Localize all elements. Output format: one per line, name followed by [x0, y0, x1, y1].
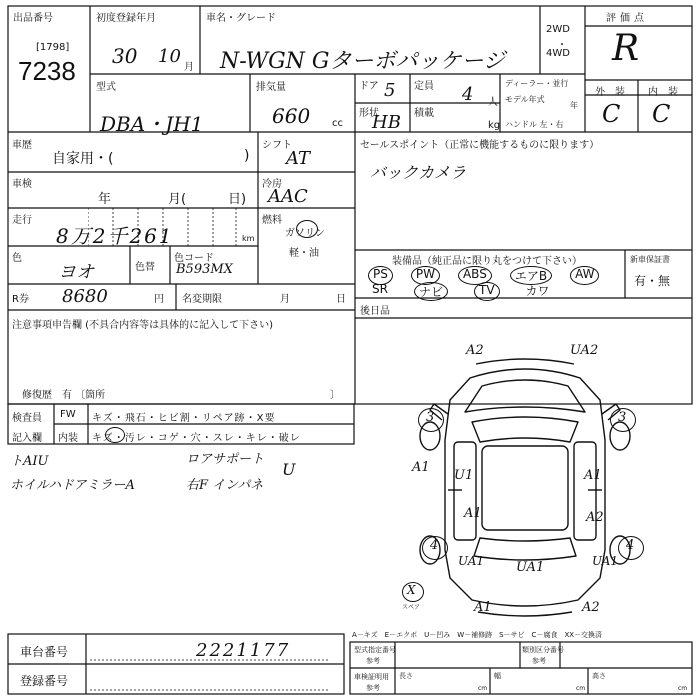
height-label: 高さ: [592, 672, 606, 680]
equip-abs: ABS: [458, 266, 492, 285]
equipment-label: 装備品（純正品に限り丸をつけて下さい）: [392, 256, 582, 267]
aircon-value: AAC: [268, 186, 308, 207]
equip-airbag: エアB: [510, 266, 552, 285]
handle-label: ハンドル 左・右: [505, 120, 564, 129]
mark-center-ua1: UA1: [516, 560, 545, 575]
mileage-label: 走行: [12, 215, 32, 226]
reg-label: 登録番号: [20, 674, 69, 688]
sales-label: セールスポイント（正常に機能するものに限ります）: [360, 140, 600, 151]
exterior-label: 外 装: [595, 87, 625, 98]
doors-value: 5: [384, 80, 396, 101]
interior-label: 内 装: [648, 87, 678, 98]
recycle-unit: 円: [154, 294, 164, 305]
inspector-label2: 記入欄: [12, 433, 42, 444]
equip-navi: ナビ: [414, 282, 448, 301]
drive-2wd: 2WD: [546, 24, 570, 35]
car-name-value: N-WGN Gターボパッケージ: [220, 49, 506, 74]
model-spec-label: 型式指定番号: [354, 646, 396, 654]
equipment-row2: [372, 282, 550, 301]
sales-handwritten: バックカメラ: [370, 163, 467, 182]
cert-label: 車検証明用: [354, 673, 389, 681]
displacement-label: 排気量: [256, 82, 286, 93]
color-value: ヨオ: [58, 262, 94, 283]
class-label: 類別区分番号: [522, 646, 564, 654]
spare-label: スペア: [402, 604, 421, 611]
history-value: 自家用・(: [52, 151, 114, 167]
car-name-label: 車名・グレード: [206, 13, 276, 24]
model-label: 型式: [96, 82, 116, 93]
fuel-gasoline: ガソリン: [285, 228, 325, 239]
shift-label: シフト: [262, 140, 292, 151]
warranty-label: 新車保証書: [630, 255, 670, 264]
mark-right-ua1: UA1: [592, 554, 619, 568]
name-change-label: 名変期限: [182, 294, 222, 305]
hand-u: U: [282, 460, 296, 479]
fw-items: キズ・飛石・ヒビ割・リペア跡・X要: [92, 413, 276, 424]
fuel-label: 燃料: [262, 215, 282, 226]
inspection-month: 月(: [168, 192, 187, 207]
lot-label: 出品番号: [13, 13, 53, 24]
load-label: 積載: [414, 108, 434, 119]
interior-value: C: [652, 100, 671, 128]
name-change-month: 月: [280, 294, 290, 305]
score-value: R: [612, 28, 640, 69]
damage-legend: A－キズ E－エクボ U－凹み W－補修跡 S－サビ C－腐食 XX－交換済: [352, 631, 603, 639]
mileage-unit: km: [242, 234, 255, 243]
lot-number: 7238: [18, 56, 76, 86]
displacement-unit: cc: [332, 118, 343, 129]
hand-right2: 右F インパネ: [186, 478, 264, 493]
equip-sr: SR: [372, 282, 388, 296]
interior-insp-label: 内装: [58, 433, 78, 444]
length-unit: cm: [478, 685, 488, 692]
drive-dot: ・: [557, 40, 567, 51]
capacity-value: 4: [462, 84, 474, 105]
inspection-label: 車検: [12, 179, 32, 190]
after-label: 後日品: [360, 306, 390, 317]
equip-tv: TV: [474, 282, 500, 301]
capacity-label: 定員: [414, 81, 434, 92]
warranty-value: 有・無: [634, 274, 671, 288]
drive-4wd: 4WD: [546, 48, 570, 59]
mark-center-u1: U1: [454, 468, 474, 483]
mark-circle-3-right: 3: [618, 410, 627, 425]
displacement-value: 660: [272, 104, 311, 128]
first-reg-label: 初度登録年月: [96, 13, 156, 24]
mark-circle-3-left: 3: [426, 410, 435, 425]
name-change-day: 日: [336, 294, 346, 305]
model-year-label: モデル年式: [505, 95, 545, 104]
mark-left-mid: A1: [412, 460, 430, 475]
recycle-value: 8680: [62, 286, 108, 307]
equip-ps: PS: [368, 266, 393, 285]
shape-value: HB: [372, 112, 401, 133]
model-value: DBA・JH1: [100, 112, 204, 136]
chassis-value: 2221177: [196, 640, 291, 661]
color-code-value: B593MX: [176, 262, 233, 277]
mark-center-a1: A1: [464, 506, 482, 521]
recycle-label: R券: [12, 294, 29, 305]
mark-circle-4-right: 4: [626, 538, 635, 553]
model-year-unit: 年: [570, 101, 578, 110]
exterior-value: C: [602, 100, 621, 128]
fuel-diesel: 軽・油: [289, 248, 319, 259]
width-label: 幅: [494, 672, 501, 680]
car-diagram: [400, 350, 650, 620]
capacity-unit: 人: [488, 97, 498, 108]
equip-leather: カワ: [525, 284, 550, 298]
color-code-label: 色コード: [174, 253, 214, 264]
history-label: 車歴: [12, 140, 32, 151]
inspector-label1: 検査員: [12, 413, 42, 424]
height-unit: cm: [678, 685, 688, 692]
repair-close: 〕: [330, 390, 340, 401]
load-unit: kg: [488, 120, 501, 131]
shape-label: 形状: [359, 108, 379, 119]
hand-right1: ロアサポート: [186, 452, 265, 467]
fw-label: FW: [60, 409, 76, 420]
notes-label: 注意事項申告欄 (不具合内容等は具体的に記入して下さい): [12, 320, 273, 331]
mark-top-right: UA2: [570, 343, 599, 358]
interior-circle-mark: [105, 427, 125, 443]
length-label: 長さ: [399, 672, 413, 680]
color-label: 色: [12, 253, 22, 264]
mark-right-a1: A1: [584, 468, 602, 483]
class-sub: 参考: [532, 657, 546, 665]
mark-bottom-a1: A1: [474, 600, 492, 615]
dealer-label: ディーラー・並行: [505, 79, 569, 88]
first-reg-month: 10: [158, 46, 181, 67]
repair-label: 修復歴 有 〔箇所: [22, 390, 106, 401]
interior-insp-items: キズ・汚レ・コゲ・穴・スレ・キレ・破レ: [92, 433, 301, 444]
first-reg-month-unit: 月: [184, 62, 194, 73]
color-change-label: 色替: [135, 262, 155, 273]
equip-aw: AW: [570, 266, 599, 285]
hand-left1: トAIU: [10, 454, 49, 469]
mark-right-a2: A2: [586, 510, 604, 525]
chassis-label: 車台番号: [20, 645, 69, 659]
hand-left2: ホイルハドアミラーA: [10, 478, 135, 493]
score-label: 評価点: [606, 13, 648, 24]
mark-top-left: A2: [466, 343, 484, 358]
first-reg-year: 30: [112, 44, 138, 68]
mark-bottom-a2: A2: [582, 600, 600, 615]
history-close: ): [244, 148, 250, 164]
spare-circle-mark: X: [407, 583, 416, 597]
width-unit: cm: [576, 685, 586, 692]
mark-left-ua1: UA1: [458, 554, 485, 568]
model-spec-sub: 参考: [366, 657, 380, 665]
mileage-digit-dividers: [88, 208, 238, 246]
lot-sub: [1798]: [36, 42, 70, 53]
inspection-day: 日): [228, 192, 247, 207]
doors-label: ドア: [359, 81, 379, 92]
mark-circle-4-left: 4: [430, 538, 439, 553]
shift-value: AT: [286, 148, 311, 169]
equip-pw: PW: [411, 266, 440, 285]
mileage-value: 8万2千261: [56, 224, 174, 248]
inspection-year: 年: [98, 192, 112, 207]
aircon-label: 冷房: [262, 179, 282, 190]
cert-sub: 参考: [366, 684, 380, 692]
